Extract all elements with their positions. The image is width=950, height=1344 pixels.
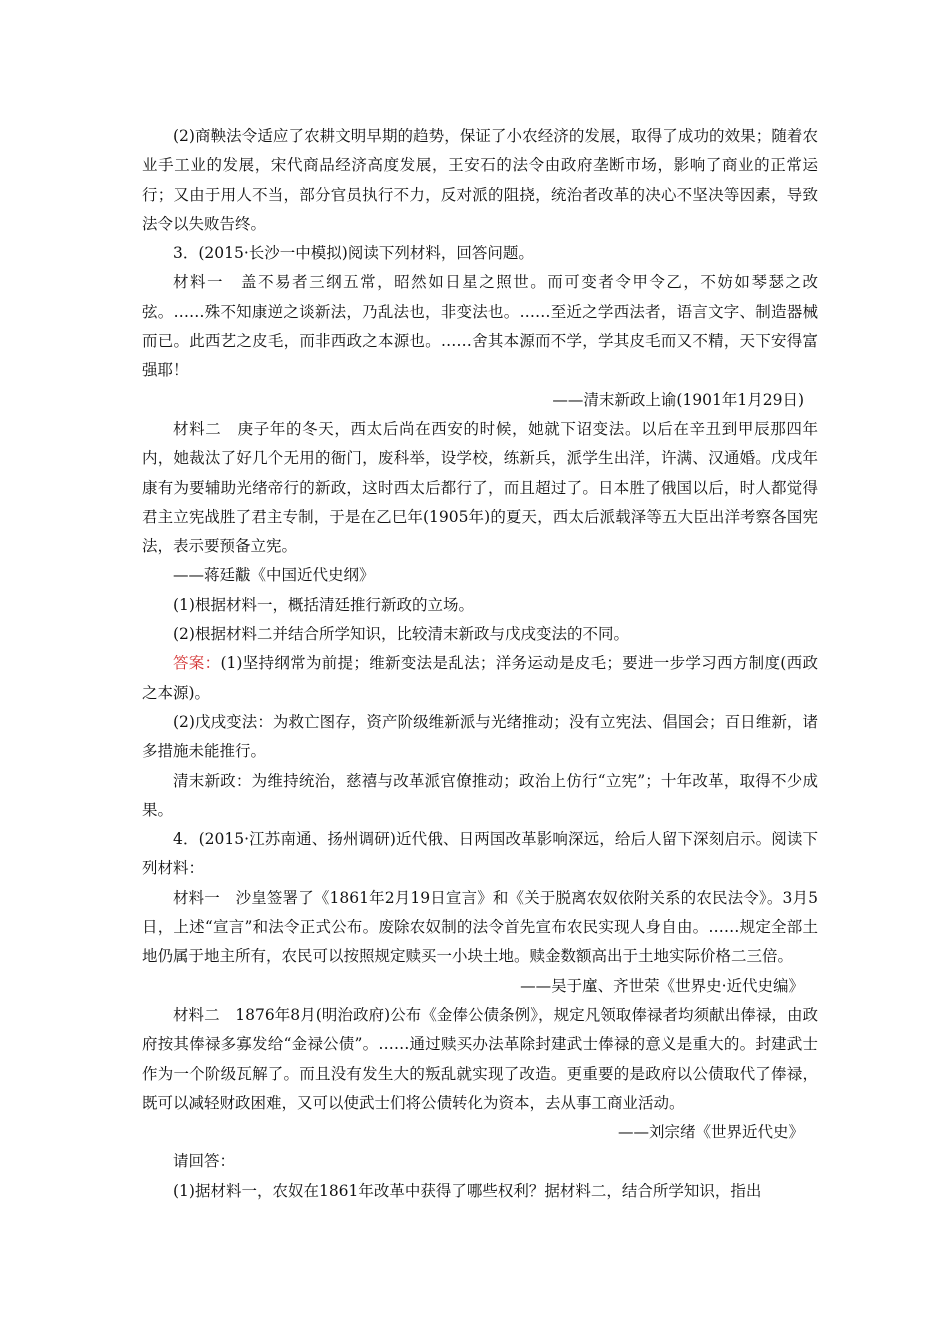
question-3-part-1: (1)根据材料一，概括清廷推行新政的立场。 xyxy=(173,595,474,614)
answer-label: 答案： xyxy=(173,654,221,673)
question-4-heading: 4．(2015·江苏南通、扬州调研)近代俄、日两国改革影响深远，给后人留下深刻启示。阅读下列材料： xyxy=(142,830,818,878)
material-1-text: 材料一 盖不易者三纲五常，昭然如日星之照世。而可变者令甲令乙，不妨如琴瑟之改弦。……殊不知康逆之谈新法，乃乱法也，非变法也。……至近之学西法者，语言文字、制造器械而已。此西艺之皮毛，而非西政之本源也。……舍其本源而不学，学其皮毛而又不精，天下安得富强耶！ xyxy=(142,273,818,380)
material-1-source: ——清末新政上谕(1901年1月29日) xyxy=(552,390,804,409)
question-4-prompt: 请回答： xyxy=(173,1152,236,1171)
material-2-source: ——蒋廷黻《中国近代史纲》 xyxy=(173,566,375,585)
answer-3-part-1 xyxy=(142,649,818,708)
question-3-heading: 3．(2015·长沙一中模拟)阅读下列材料，回答问题。 xyxy=(173,244,534,263)
q4-material-2-source: ——刘宗绪《世界近代史》 xyxy=(617,1123,804,1142)
answer-3-part-1-text: (1)坚持纲常为前提；维新变法是乱法；洋务运动是皮毛；要进一步学习西方制度(西政之本源)。 xyxy=(142,654,818,702)
q4-material-2-text: 材料二 1876年8月(明治政府)公布《金俸公债条例》，规定凡领取俸禄者均须献出俸禄，由政府按其俸禄多寡发给“金禄公债”。……通过赎买办法革除封建武士俸禄的意义是重大的。封建武士作为一个阶级瓦解了。而且没有发生大的叛乱就实现了改造。更重要的是政府以公债取代了俸禄，既可以减轻财政困难，又可以使武士们将公债转化为资本，去从事工商业活动。 xyxy=(142,1005,818,1112)
answer-3-part-2-continued: 清末新政：为维持统治，慈禧与改革派官僚推动；政治上仿行“立宪”；十年改革，取得不少成果。 xyxy=(142,771,818,819)
question-3-part-2: (2)根据材料二并结合所学知识，比较清末新政与戊戌变法的不同。 xyxy=(173,625,629,644)
material-2-text: 材料二 庚子年的冬天，西太后尚在西安的时候，她就下诏变法。以后在辛丑到甲辰那四年内，她裁汰了好几个无用的衙门，废科举，设学校，练新兵，派学生出洋，许满、汉通婚。戊戌年康有为要辅助光绪帝行的新政，这时西太后都行了，而且超过了。日本胜了俄国以后，时人都觉得君主立宪战胜了君主专制，于是在乙巳年(1905年)的夏天，西太后派载泽等五大臣出洋考察各国宪法，表示要预备立宪。 xyxy=(142,419,818,556)
document-page xyxy=(142,122,818,1206)
paragraph-answer-2-continued: (2)商鞅法令适应了农耕文明早期的趋势，保证了小农经济的发展，取得了成功的效果；随着农业手工业的发展，宋代商品经济高度发展，王安石的法令由政府垄断市场，影响了商业的正常运行；又由于用人不当，部分官员执行不力，反对派的阻挠，统治者改革的决心不坚决等因素，导致法令以失败告终。 xyxy=(142,127,818,233)
q4-material-1-source: ——吴于廑、齐世荣《世界史·近代史编》 xyxy=(520,976,804,995)
question-4-part-1: (1)据材料一，农奴在1861年改革中获得了哪些权利？据材料二，结合所学知识，指出 xyxy=(173,1181,762,1200)
q4-material-1-text: 材料一 沙皇签署了《1861年2月19日宣言》和《关于脱离农奴依附关系的农民法令》。3月5日，上述“宣言”和法令正式公布。废除农奴制的法令首先宣布农民实现人身自由。……规定全部土地仍属于地主所有，农民可以按照规定赎买一小块土地。赎金数额高出于土地实际价格二三倍。 xyxy=(142,888,818,966)
answer-3-part-2: (2)戊戌变法：为救亡图存，资产阶级维新派与光绪推动；没有立宪法、倡国会；百日维新，诸多措施未能推行。 xyxy=(142,712,818,761)
